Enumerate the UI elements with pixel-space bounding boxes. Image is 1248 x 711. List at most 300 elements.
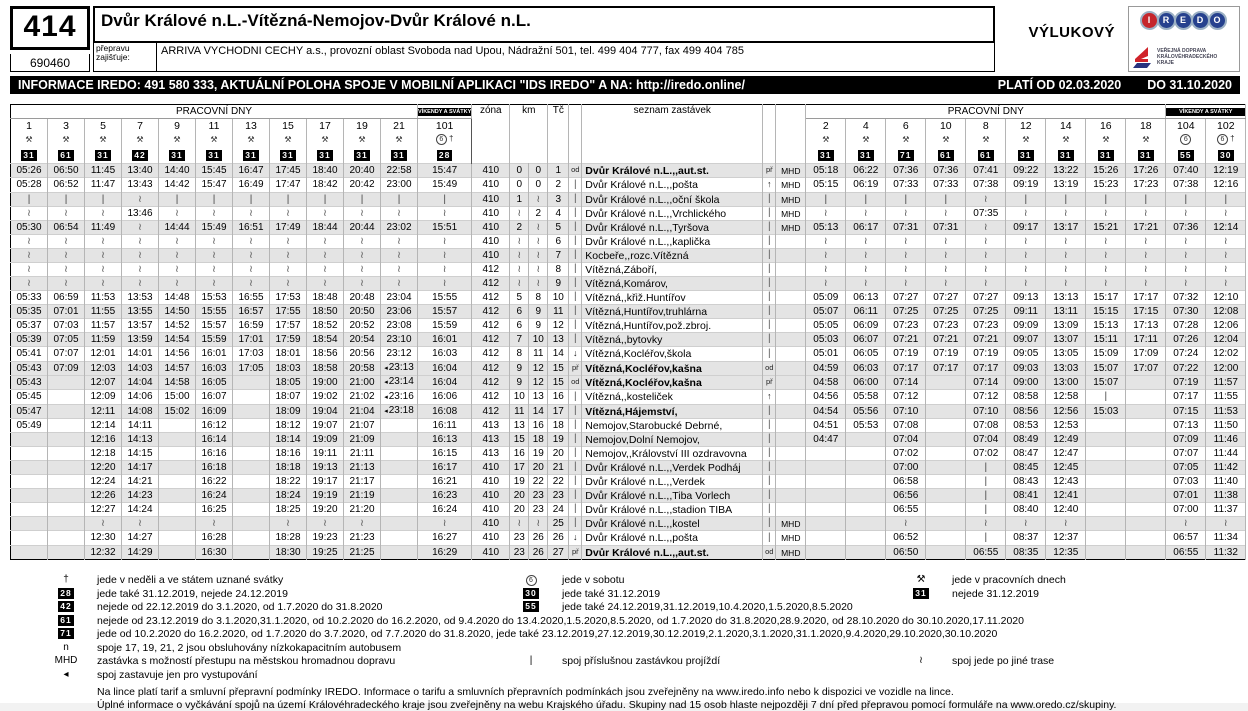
time-cell: 09:03 [1006, 362, 1046, 376]
time-cell: 11:44 [1206, 447, 1246, 461]
time-cell: | [344, 193, 381, 207]
zone-cell: 410 [472, 475, 510, 489]
time-cell: 12:53 [1046, 419, 1086, 433]
service-day-icon: ⚒ [806, 133, 846, 145]
time-cell: 11:32 [1206, 546, 1246, 560]
time-cell [381, 531, 418, 546]
time-cell: 15:57 [418, 305, 472, 319]
time-cell: 15:51 [418, 221, 472, 235]
time-cell: 14:50 [159, 305, 196, 319]
time-cell [11, 503, 48, 517]
tc-cell: 25 [548, 517, 569, 531]
time-cell: ≀ [1166, 207, 1206, 221]
tc-cell: 14 [548, 347, 569, 362]
right-direction-marker: | [763, 319, 776, 333]
time-cell [846, 433, 886, 447]
time-cell: ≀ [122, 263, 159, 277]
time-cell: 07:21 [966, 333, 1006, 347]
note-badge: 31 [270, 145, 307, 164]
time-cell [1126, 546, 1166, 560]
tc-cell: 18 [548, 419, 569, 433]
time-cell: ≀ [886, 263, 926, 277]
time-cell [381, 503, 418, 517]
time-cell: 16:57 [233, 305, 270, 319]
stop-name: Vítězná,,kosteliček [582, 390, 763, 405]
time-cell: 17:21 [1126, 221, 1166, 235]
iredo-logo [1128, 6, 1240, 72]
time-cell: ≀ [1166, 235, 1206, 249]
km-cell: 20 [510, 503, 529, 517]
time-cell: 04:58 [806, 376, 846, 390]
km-cell: 2 [510, 221, 529, 235]
km-cell: 26 [529, 546, 548, 560]
left-direction-marker: | [569, 235, 582, 249]
legend-text: jede také 31.12.2019, nejede 24.12.2019 [97, 587, 288, 600]
time-cell: 08:41 [1006, 489, 1046, 503]
time-cell: ≀ [85, 249, 122, 263]
time-cell: 17:03 [233, 347, 270, 362]
time-cell [48, 447, 85, 461]
legend-symbol: 71 [60, 628, 72, 638]
time-cell: 05:33 [11, 291, 48, 305]
time-cell: 21:20 [344, 503, 381, 517]
time-cell [846, 517, 886, 531]
time-cell: 12:14 [85, 419, 122, 433]
time-cell: 21:00 [344, 376, 381, 390]
time-cell: 07:22 [1166, 362, 1206, 376]
time-cell: 05:49 [11, 419, 48, 433]
zone-cell: 410 [472, 221, 510, 235]
left-direction-marker: | [569, 333, 582, 347]
time-cell: 20:54 [344, 333, 381, 347]
km-header: km [510, 105, 548, 164]
time-cell: | [966, 531, 1006, 546]
zone-cell: 410 [472, 461, 510, 475]
left-direction-marker: př [569, 546, 582, 560]
time-cell: ◂23:16 [381, 390, 418, 405]
time-cell: 07:35 [966, 207, 1006, 221]
time-cell: 06:09 [846, 319, 886, 333]
time-cell: | [233, 193, 270, 207]
left-direction-marker: od [569, 376, 582, 390]
time-cell: 15:21 [1086, 221, 1126, 235]
stop-name: Dvůr Králové n.L.,,Tiba Vorlech [582, 489, 763, 503]
time-cell: 07:19 [886, 347, 926, 362]
time-cell: 14:08 [122, 405, 159, 419]
time-cell: 15:47 [196, 178, 233, 193]
service-day-icon: ⚒ [233, 133, 270, 145]
time-cell: 20:50 [344, 305, 381, 319]
time-cell [1126, 376, 1166, 390]
stop-row [11, 164, 1246, 178]
time-cell: 14:54 [159, 333, 196, 347]
time-cell: ≀ [418, 207, 472, 221]
time-cell: | [926, 193, 966, 207]
time-cell [11, 531, 48, 546]
time-cell [806, 475, 846, 489]
time-cell: ≀ [85, 263, 122, 277]
time-cell [159, 461, 196, 475]
time-cell: 19:20 [307, 503, 344, 517]
tc-cell: 19 [548, 433, 569, 447]
zone-cell: 410 [472, 517, 510, 531]
km-cell: 0 [529, 164, 548, 178]
left-direction-marker: ↓ [569, 531, 582, 546]
time-cell: 16:04 [418, 376, 472, 390]
km-cell: 20 [529, 461, 548, 475]
time-cell [48, 546, 85, 560]
stop-row [11, 193, 1246, 207]
info-text[interactable]: INFORMACE IREDO: 491 580 333, AKTUÁLNÍ POLOHA SPOJE V MOBILNÍ APLIKACI "IDS IREDO" A NA: http://iredo.online/ [18, 78, 745, 92]
tc-cell: 5 [548, 221, 569, 235]
stop-row [11, 489, 1246, 503]
time-cell: ≀ [344, 235, 381, 249]
time-cell: 23:12 [381, 347, 418, 362]
time-cell: 11:59 [85, 333, 122, 347]
time-cell: 08:53 [1006, 419, 1046, 433]
time-cell: 18:22 [270, 475, 307, 489]
legend-text: zastávka s možností přestupu na městskou hromadnou dopravu [97, 655, 396, 667]
km-cell: 23 [510, 546, 529, 560]
time-cell: 04:56 [806, 390, 846, 405]
stop-row [11, 390, 1246, 405]
time-cell [159, 517, 196, 531]
time-cell: ≀ [806, 235, 846, 249]
time-cell: 19:11 [307, 447, 344, 461]
time-cell: 12:16 [1206, 178, 1246, 193]
time-cell: 19:09 [307, 433, 344, 447]
time-cell: 18:24 [270, 489, 307, 503]
time-cell [926, 405, 966, 419]
service-day-icon: ⚒ [966, 133, 1006, 145]
trip-number: 14 [1046, 119, 1086, 134]
time-cell: 07:02 [886, 447, 926, 461]
time-cell: 11:55 [85, 305, 122, 319]
time-cell: ◂23:13 [381, 362, 418, 376]
time-cell: 18:30 [270, 546, 307, 560]
note-badge: 31 [233, 145, 270, 164]
time-cell: 13:46 [122, 207, 159, 221]
km-cell: 9 [510, 362, 529, 376]
time-cell: 05:43 [11, 376, 48, 390]
time-cell: 15:02 [159, 405, 196, 419]
time-cell: 06:50 [48, 164, 85, 178]
left-direction-marker: | [569, 461, 582, 475]
time-cell: 04:59 [806, 362, 846, 376]
service-day-icon: ⚒ [196, 133, 233, 145]
footer-paragraph: Na lince platí tarif a smluvní přepravní podmínky IREDO. Informace o tarifu a smluvních přepravních podmínkách jsou zveřejněny na www.iredo.info nebo k dispozici ve vozidle na lince. [97, 685, 954, 698]
time-cell: | [1006, 193, 1046, 207]
time-cell: 07:38 [1166, 178, 1206, 193]
km-cell: 6 [510, 319, 529, 333]
stop-name: Vítězná,Huntířov,pož.zbroj. [582, 319, 763, 333]
time-cell: 14:24 [122, 503, 159, 517]
stop-name: Kocbeře,,rozc.Vítězná [582, 249, 763, 263]
time-cell: 08:43 [1006, 475, 1046, 489]
trip-number: 3 [48, 119, 85, 134]
km-cell: 10 [529, 333, 548, 347]
time-cell: | [1126, 193, 1166, 207]
time-cell: ≀ [1206, 277, 1246, 291]
weekend-header-left: VÍKENDY A SVÁTKY [418, 105, 472, 119]
km-cell: 23 [529, 503, 548, 517]
time-cell: 07:36 [886, 164, 926, 178]
time-cell: 18:56 [307, 347, 344, 362]
right-direction-marker: ↑ [763, 178, 776, 193]
service-day-icon: 6 † [1206, 133, 1246, 145]
time-cell: 11:40 [1206, 475, 1246, 489]
service-day-icon: ⚒ [1086, 133, 1126, 145]
trip-number: 102 [1206, 119, 1246, 134]
time-cell: ≀ [1046, 277, 1086, 291]
note-badge: 31 [159, 145, 196, 164]
time-cell: 15:07 [1086, 376, 1126, 390]
note-badge: 31 [381, 145, 418, 164]
stop-name: Dvůr Králové n.L.,,pošta [582, 531, 763, 546]
stop-row [11, 249, 1246, 263]
time-cell: 06:05 [846, 347, 886, 362]
tc-cell: 1 [548, 164, 569, 178]
service-day-icon: ⚒ [1006, 133, 1046, 145]
time-cell [846, 447, 886, 461]
time-cell: ≀ [846, 277, 886, 291]
stop-row [11, 263, 1246, 277]
service-day-icon: ⚒ [1126, 133, 1166, 145]
time-cell: 07:21 [886, 333, 926, 347]
time-cell: ≀ [886, 207, 926, 221]
mhd-cell: MHD [776, 517, 806, 531]
time-cell: | [886, 193, 926, 207]
time-cell: 07:03 [48, 319, 85, 333]
time-cell: ≀ [1006, 517, 1046, 531]
time-cell: ≀ [1006, 263, 1046, 277]
km-cell: 15 [510, 433, 529, 447]
time-cell: 14:40 [159, 164, 196, 178]
time-cell: 13:22 [1046, 164, 1086, 178]
trip-number: 13 [233, 119, 270, 134]
time-cell: 09:00 [1006, 376, 1046, 390]
time-cell: 07:31 [926, 221, 966, 235]
time-cell: 12:37 [1046, 531, 1086, 546]
time-cell [381, 461, 418, 475]
km-cell: 13 [510, 419, 529, 433]
time-cell: 07:19 [1166, 376, 1206, 390]
time-cell: 16:24 [418, 503, 472, 517]
time-cell: ≀ [846, 263, 886, 277]
km-cell: ≀ [510, 207, 529, 221]
right-direction-marker: | [763, 235, 776, 249]
time-cell [1086, 503, 1126, 517]
time-cell: 05:56 [846, 405, 886, 419]
time-cell: 18:14 [270, 433, 307, 447]
time-cell: 07:33 [926, 178, 966, 193]
time-cell: 15:47 [418, 164, 472, 178]
time-cell: 21:23 [344, 531, 381, 546]
tc-cell: 2 [548, 178, 569, 193]
mhd-cell [776, 447, 806, 461]
trip-number: 101 [418, 119, 472, 134]
time-cell: | [966, 461, 1006, 475]
time-cell: 12:10 [1206, 291, 1246, 305]
time-cell: 04:47 [806, 433, 846, 447]
time-cell: 16:15 [418, 447, 472, 461]
direction-marker-column [763, 105, 776, 164]
legend-text: spoje 17, 19, 21, 2 jsou obsluhovány nízkokapacitním autobusem [97, 641, 402, 654]
km-cell: 8 [510, 347, 529, 362]
time-cell: 11:37 [1206, 503, 1246, 517]
time-cell: 13:00 [1046, 376, 1086, 390]
time-cell: 16:09 [196, 405, 233, 419]
time-cell: 11:46 [1206, 433, 1246, 447]
time-cell: 17:49 [270, 221, 307, 235]
time-cell: ≀ [1006, 277, 1046, 291]
time-cell: 17:55 [270, 305, 307, 319]
time-cell: 12:09 [85, 390, 122, 405]
time-cell: 23:04 [381, 291, 418, 305]
time-cell: 05:35 [11, 305, 48, 319]
right-direction-marker: | [763, 207, 776, 221]
time-cell: 18:44 [307, 221, 344, 235]
time-cell: ≀ [270, 235, 307, 249]
time-cell: 21:02 [344, 390, 381, 405]
time-cell: 16:13 [418, 433, 472, 447]
time-cell: 08:58 [1006, 390, 1046, 405]
time-cell: 14:48 [159, 291, 196, 305]
left-direction-marker: | [569, 390, 582, 405]
time-cell: 18:12 [270, 419, 307, 433]
time-cell: ≀ [806, 277, 846, 291]
stops-header: seznam zastávek [582, 105, 763, 164]
km-cell: ≀ [510, 263, 529, 277]
time-cell: 16:29 [418, 546, 472, 560]
time-cell: 18:40 [307, 164, 344, 178]
right-direction-marker: př [763, 164, 776, 178]
time-cell: ≀ [11, 235, 48, 249]
time-cell: 07:25 [966, 305, 1006, 319]
km-cell: ≀ [529, 517, 548, 531]
km-cell: 0 [529, 178, 548, 193]
saturday-icon: 6 [436, 134, 447, 145]
time-cell: 17:17 [1126, 291, 1166, 305]
legend-text: jede také 24.12.2019,31.12.2019,10.4.2020,1.5.2020,8.5.2020 [562, 601, 853, 613]
right-direction-marker: | [763, 447, 776, 461]
time-cell: ≀ [846, 249, 886, 263]
km-cell: ≀ [529, 263, 548, 277]
time-cell: 07:23 [966, 319, 1006, 333]
service-day-icon: 6 † [418, 133, 472, 145]
stop-name: Dvůr Králové n.L.,,Verdek [582, 475, 763, 489]
time-cell [806, 489, 846, 503]
time-cell [48, 503, 85, 517]
km-cell: 16 [510, 447, 529, 461]
time-cell: 07:02 [966, 447, 1006, 461]
time-cell: 07:01 [1166, 489, 1206, 503]
time-cell [926, 546, 966, 560]
time-cell: 12:20 [85, 461, 122, 475]
legend-symbol: 30 [525, 587, 537, 598]
time-cell: ≀ [886, 517, 926, 531]
trip-number: 104 [1166, 119, 1206, 134]
time-cell: 23:08 [381, 319, 418, 333]
time-cell: 18:05 [270, 376, 307, 390]
time-cell: 11:47 [85, 178, 122, 193]
time-cell: 18:18 [270, 461, 307, 475]
time-cell: 14:15 [122, 447, 159, 461]
time-cell: ≀ [926, 277, 966, 291]
time-cell: 04:51 [806, 419, 846, 433]
stop-name: Vítězná,Záboří, [582, 263, 763, 277]
time-cell: 19:19 [307, 489, 344, 503]
mhd-cell: MHD [776, 164, 806, 178]
legend-row [10, 669, 1248, 681]
km-cell: 7 [510, 333, 529, 347]
right-direction-marker: od [763, 546, 776, 560]
time-cell: 07:31 [886, 221, 926, 235]
time-cell: ≀ [926, 235, 966, 249]
legend-text: spoj zastavuje jen pro vystupování [97, 668, 258, 681]
time-cell: 15:59 [196, 333, 233, 347]
right-direction-marker: | [763, 249, 776, 263]
stop-name: Dvůr Králové n.L.,,Tyršova [582, 221, 763, 235]
time-cell: ≀ [270, 517, 307, 531]
time-cell: 16:49 [233, 178, 270, 193]
time-cell: 05:37 [11, 319, 48, 333]
time-cell: 12:47 [1046, 447, 1086, 461]
left-direction-marker: | [569, 475, 582, 489]
zone-cell: 412 [472, 333, 510, 347]
time-cell: 18:03 [270, 362, 307, 376]
time-cell: 15:07 [1086, 362, 1126, 376]
time-cell: ≀ [1206, 207, 1246, 221]
left-direction-marker: | [569, 517, 582, 531]
time-cell: 16:14 [196, 433, 233, 447]
time-cell: 07:27 [886, 291, 926, 305]
time-cell: ≀ [233, 277, 270, 291]
time-cell: ≀ [381, 263, 418, 277]
time-cell: 06:00 [846, 376, 886, 390]
time-cell: ≀ [196, 249, 233, 263]
time-cell: 13:55 [122, 305, 159, 319]
time-cell: 16:59 [233, 319, 270, 333]
time-cell: 23:02 [381, 221, 418, 235]
time-cell: 07:04 [966, 433, 1006, 447]
time-cell: ≀ [270, 207, 307, 221]
tc-cell: 23 [548, 489, 569, 503]
time-cell: 12:32 [85, 546, 122, 560]
time-cell: 18:52 [307, 319, 344, 333]
left-direction-marker: | [569, 503, 582, 517]
stop-name: Dvůr Králové n.L.,,Vrchlického [582, 207, 763, 221]
trip-number: 6 [886, 119, 926, 134]
note-badge: 31 [1006, 145, 1046, 164]
note-badge: 31 [1126, 145, 1166, 164]
stop-name: Vítězná,Kocléřov,škola [582, 347, 763, 362]
tc-cell: 12 [548, 319, 569, 333]
km-cell: 6 [510, 305, 529, 319]
stop-row [11, 447, 1246, 461]
time-cell: 08:45 [1006, 461, 1046, 475]
time-cell: 07:03 [1166, 475, 1206, 489]
left-direction-marker: | [569, 277, 582, 291]
km-cell: 17 [510, 461, 529, 475]
stop-row [11, 207, 1246, 221]
time-cell [1086, 419, 1126, 433]
km-cell: 14 [529, 405, 548, 419]
time-cell: 07:00 [886, 461, 926, 475]
time-cell: ≀ [1206, 517, 1246, 531]
time-cell: 14:11 [122, 419, 159, 433]
time-cell: ≀ [159, 207, 196, 221]
